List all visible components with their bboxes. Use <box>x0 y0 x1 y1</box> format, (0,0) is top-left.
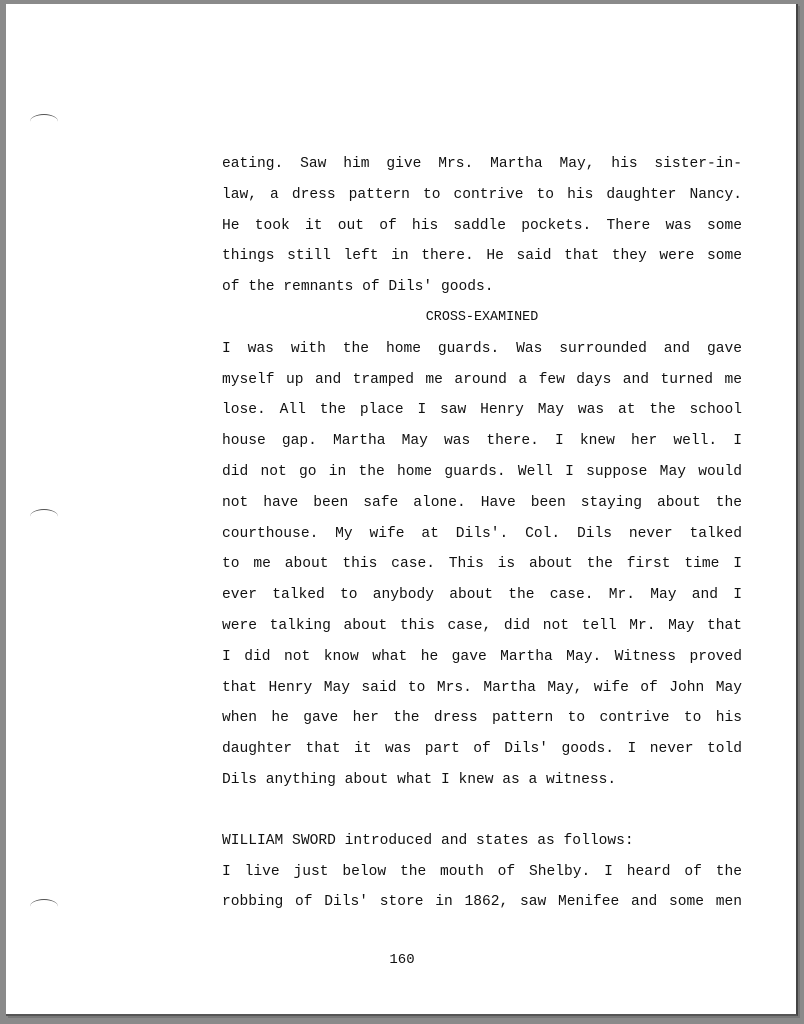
text-line: Dils anything about what I knew as a witness. <box>222 771 617 788</box>
punch-hole-mark <box>30 899 58 914</box>
text-line: ever talked to anybody about the case. Mr. May and I <box>222 587 742 604</box>
text-line: He took it out of his saddle pockets. There was some <box>222 217 742 234</box>
text-line: not have been safe alone. Have been staying about the <box>222 494 742 511</box>
section-heading: CROSS-EXAMINED <box>425 309 539 325</box>
text-line: daughter that it was part of Dils' goods. I never told <box>222 741 742 758</box>
text-line: did not go in the home guards. Well I suppose May would <box>222 463 742 480</box>
text-line: were talking about this case, did not tell Mr. May that <box>222 617 742 634</box>
text-line: myself up and tramped me around a few days and turned me <box>222 371 742 388</box>
punch-hole-mark <box>30 509 58 524</box>
text-line: I live just below the mouth of Shelby. I heard of the <box>222 863 742 880</box>
text-line: things still left in there. He said that they were some <box>222 248 742 265</box>
text-line: that Henry May said to Mrs. Martha May, wife of John May <box>222 679 742 696</box>
text-line: of the remnants of Dils' goods. <box>222 279 494 296</box>
text-line: law, a dress pattern to contrive to his daughter Nancy. <box>222 186 742 203</box>
text-line: I did not know what he gave Martha May. Witness proved <box>222 648 742 665</box>
text-line: eating. Saw him give Mrs. Martha May, his sister-in- <box>222 156 742 172</box>
punch-hole-mark <box>30 114 58 129</box>
page-number: 160 <box>389 952 415 968</box>
text-line: when he gave her the dress pattern to contrive to his <box>222 710 742 727</box>
text-line: house gap. Martha May was there. I knew her well. I <box>222 433 742 450</box>
text-line: lose. All the place I saw Henry May was at the school <box>222 402 742 419</box>
text-line: to me about this case. This is about the first time I <box>222 556 742 573</box>
document-body <box>222 149 742 918</box>
text-line: I was with the home guards. Was surrounded and gave <box>222 340 742 357</box>
text-line: WILLIAM SWORD introduced and states as follows: <box>222 832 634 849</box>
text-line: robbing of Dils' store in 1862, saw Menifee and some men <box>222 894 742 911</box>
text-line: courthouse. My wife at Dils'. Col. Dils never talked <box>222 525 742 542</box>
paragraph-spacer <box>222 796 742 826</box>
